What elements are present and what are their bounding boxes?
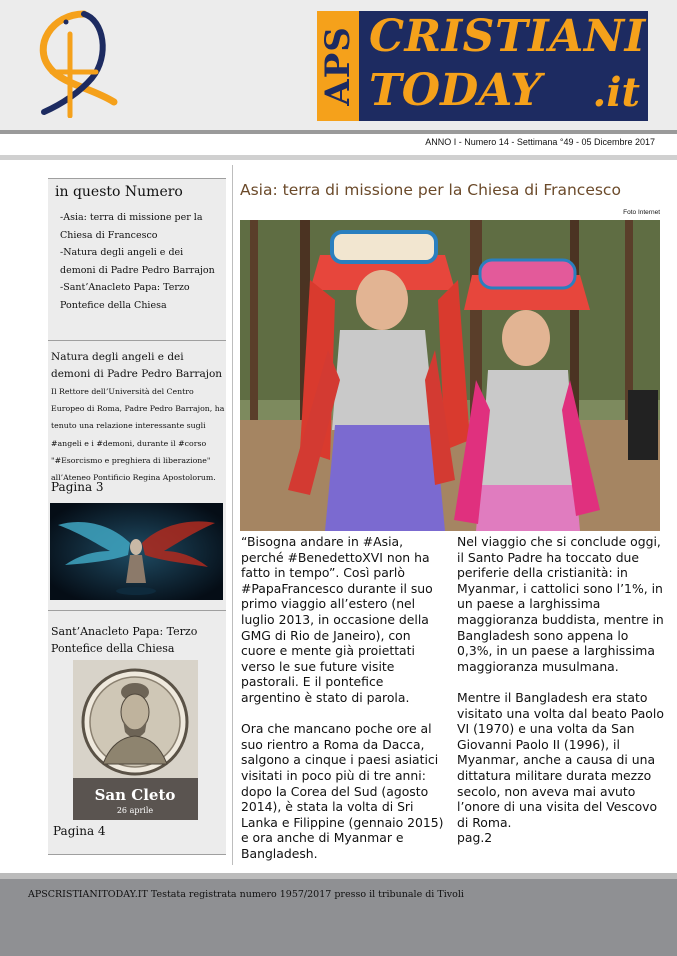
article-paragraph: Ora che mancano poche ore al suo rientro a Roma da Dacca, salgono a cinque i paesi asiatici visitati in poco più di tre anni: dopo la Corea del Sud (agosto 2014), è stata la volta di Sri Lanka e Filippine (gennaio 2015) e ora anche di Myanmar e Bangladesh. <box>241 721 444 861</box>
continued-page-link[interactable]: pag.2 <box>457 830 493 846</box>
sidebar-divider <box>48 340 226 341</box>
article-column-2 <box>457 534 665 861</box>
article-paragraph: Mentre il Bangladesh era stato visitato una volta dal beato Paolo VI (1970) e una volta da San Giovanni Paolo II (1996), il Myanmar, anche a causa di una dittatura militare durata mezzo secolo, non aveva mai avuto l’onore di una visita del Vescovo di Roma. <box>457 689 664 830</box>
sidebar <box>48 178 226 855</box>
article-photo <box>240 220 660 531</box>
footer <box>0 873 677 956</box>
masthead-line1: CRISTIANI <box>369 11 646 62</box>
masthead-domain: .it <box>592 69 640 116</box>
sidebar-article-title: Sant’Anacleto Papa: Terzo Pontefice della Chiesa <box>51 625 198 655</box>
saint-cleto-image <box>73 660 198 820</box>
masthead-aps: APS <box>318 26 358 106</box>
header-divider <box>0 130 677 134</box>
table-of-contents <box>60 209 220 314</box>
sidebar-article-title: Natura degli angeli e dei demoni di Padre Pedro Barrajon <box>51 351 223 380</box>
article-paragraph: Nel viaggio che si conclude oggi, il Santo Padre ha toccato due periferie della cristianità: in Myanmar, i cattolici sono l’1%, in un paese a larghissima maggioranza buddista, mentre in Bangladesh sono appena lo 0,3%, in un paese a larghissima maggioranza musulmana. <box>457 534 664 674</box>
article-title: Asia: terra di missione per la Chiesa di Francesco <box>240 181 621 199</box>
article-paragraph: “Bisogna andare in #Asia, perché #BenedettoXVI non ha fatto in tempo”. Così parlò #PapaFrancesco durante il suo primo viaggio all’estero (nel luglio 2013, in occasione della GMG di Rio de Janeiro), con cuore e mente già proiettati verso le sue future visite pastorali. E il pontefice argentino è stato di parola. <box>241 534 433 705</box>
issue-info: ANNO I - Numero 14 - Settimana °49 - 05 Dicembre 2017 <box>425 137 655 147</box>
saint-date: 26 aprile <box>116 806 154 815</box>
angel-demon-image <box>50 503 223 600</box>
article-column-1 <box>241 534 446 877</box>
column-divider <box>232 165 233 865</box>
footer-divider <box>0 873 677 879</box>
toc-item[interactable]: -Natura degli angeli e dei demoni di Padre Pedro Barrajon <box>60 247 215 276</box>
masthead-aps-band <box>317 11 359 121</box>
saint-name: San Cleto <box>94 786 176 804</box>
footer-text: APSCRISTIANITODAY.IT Testata registrata numero 1957/2017 presso il tribunale di Tivoli <box>28 889 464 900</box>
masthead-line2: TODAY <box>369 65 542 116</box>
toc-item[interactable]: -Asia: terra di missione per la Chiesa di Francesco <box>60 212 203 241</box>
toc-title: in questo Numero <box>55 184 183 200</box>
sidebar-divider <box>48 178 226 179</box>
sidebar-article-body: Il Rettore dell’Università del Centro Europeo di Roma, Padre Pedro Barrajon, ha tenuto una relazione interessante sugli #angeli e i #demoni, durante il #corso "#Esorcismo e preghiera di liberazione" all’Ateneo Pontificio Regina Apostolorum. <box>51 387 225 483</box>
photo-credit: Foto Internet <box>623 209 660 216</box>
sidebar-divider <box>48 610 226 611</box>
masthead <box>317 11 648 121</box>
header <box>0 0 677 130</box>
sidebar-page-link[interactable]: Pagina 4 <box>53 824 106 838</box>
issue-divider <box>0 155 677 160</box>
toc-item[interactable]: -Sant’Anacleto Papa: Terzo Pontefice della Chiesa <box>60 282 190 311</box>
sidebar-divider <box>48 854 226 855</box>
fish-cross-logo-icon <box>22 6 122 118</box>
sidebar-page-link[interactable]: Pagina 3 <box>51 480 104 494</box>
